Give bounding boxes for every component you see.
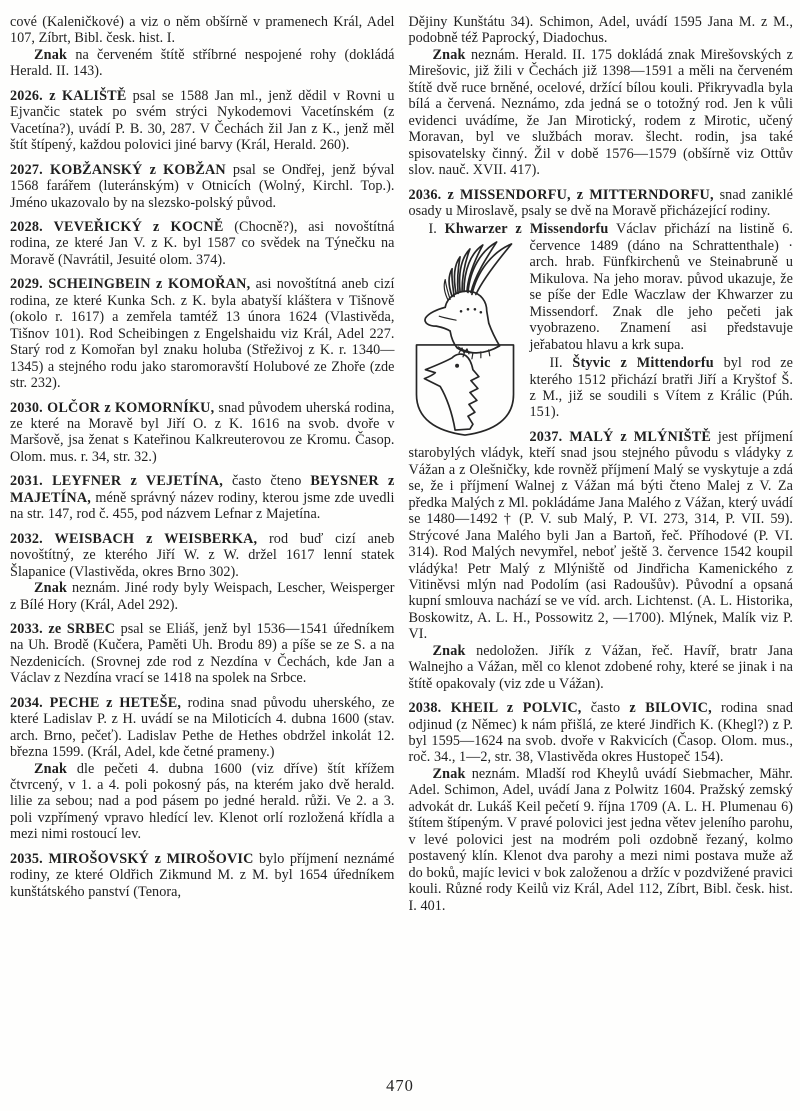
- two-column-text: [10, 14, 793, 914]
- continuation-paragraph: Dějiny Kunštátu 34). Schimon, Adel, uvádí 1595 Jana M. z M., podobně též Paprocký, Diadochus.: [408, 14, 793, 47]
- znak-paragraph: Znak neznám. Herald. II. 175 dokládá znak Mirešovských z Mirešovic, již žili v Čechách již 1398—1591 a měli na červeném štítě dvě ruce brněné, ocelové, držící bílou kouli. Přikryvadla byla bílá a červená. Neznámo, zda jedná se o totožný rod. Jen k vůli evidenci uvádíme, že Jan Mirotický, rodem z Mirotic, učený Moravan, byl ve službách morav. šlecht. rodin, jsa také spisovatelsky činný. Žil v době 1576—1579 (obšírně viz Ottův slov. nauč. XVII. 417).: [408, 46, 793, 179]
- subentry-khwarzer-lead: I. Khwarzer z Missendorfu Václav přichází na: [428, 221, 740, 238]
- entry-2034: 2034. PECHE z HETEŠE, rodina snad původu uherského, ze které Ladislav P. z H. uvádí se na Miloticích 4. dubna 1600 (stav. arch. Brno, pečeť). Ladislav Pethe de Hethes obdržel inkolát 12. března 1599. (Král, Adel, kde četné prameny.): [10, 694, 395, 761]
- entry-2029: 2029. SCHEINGBEIN z KOMOŘAN, asi novoštítná aneb cizí rodina, ze které Kunka Sch. z K. byla abatyší kláštera v Tišnově (okolo r. 1617) a zemřela tamtéž 13 února 1624 (Vlastivěda, Tišnov 101). Rod Scheibingen z Engelshaidu viz Král, Adel 227. Starý rod z Komořan byl znaku holuba (Střeživoj z K. r. 1340—1345) a stejného rodu jako staromoravští Holubové ze Zhoře (zde str. 232).: [10, 276, 395, 392]
- entry-2027: 2027. KOBŽANSKÝ z KOBŽAN psal se Ondřej, jenž býval 1568 farářem (luteránským) v Otnicích (Wolný, Kirchl. Top.). Jméno ukazovalo by na slezsko-polský původ.: [10, 161, 395, 211]
- entry-2026: 2026. z KALIŠTĚ psal se 1588 Jan ml., jenž dědil v Rovni u Ejvančic statek po svém strýci Nykodemovi Vacetínském (z Vacetína?), uvádí P. B. 30, 287. V Čechách žil Jan z K., jenž měl štít štípený, každou polovici jiné barvy (Král, Herald. 260).: [10, 87, 395, 154]
- znak-paragraph: Znak nedoložen. Jiřík z Vážan, řeč. Havíř, bratr Jana Walnejho a Vážan, měl co klenot zdobené rohy, které se jinak i na štítě opakovaly (viz zde u Vážan).: [408, 642, 793, 692]
- entry-2035: 2035. MIROŠOVSKÝ z MIROŠOVIC bylo příjmení neznámé rodiny, ze které Oldřich Zikmund M. z M. byl 1654 úředníkem kunštátského panství (Tenora,: [10, 850, 395, 900]
- entry-2037: 2037. MALÝ z MLÝNIŠTĚ jest příjmení starobylých vládyk, kteří snad jsou stejného původu s vládyky z Vážan a z Olešničky, kde rovněž příjmení Malý se vyskytuje a zdá se, že i příjmení Walnej z Vážan má býti čteno Malej z V. Za předka Malých z Ml. pokládáme Jana Malého z Vážan, který uvádí se 1480—1492 † (P. V. sub Malý, P. VI. 273, 314, P. VII. 59). Strýcové Jana Malého byli Jan a Bartoň, řeč. Příhodové (P. VI. 314). Rod Malých nevymřel, neboť ještě 3. července 1542 koupil vládýka! Petr Malý z Mlýniště od Jindřicha Kamenického z Vitiněvsi mlýn nad Podolím (asi Radoušův). Původní a opsaná kupní smlouva nachází se ve víd. arch. Lichtenst. (A. L. Historika, Boskowitz, A. L. H., Possowitz 2, —1700). Mlýnek, Malík viz P. VI.: [408, 428, 793, 643]
- znak-paragraph: Znak na červeném štítě stříbrné nespojené rohy (dokládá Herald. II. 143).: [10, 46, 395, 80]
- entry-2030: 2030. OLČOR z KOMORNÍKU, snad původem uherská rodina, ze které na Moravě byl Jiří O. z K. 1616 na svob. dvoře v Maršově, jsa ženat s Kateřinou Kalkreuterovou ze Kromu. Časop. Olom. mus. r. 34, str. 32.): [10, 399, 395, 465]
- left-column: [10, 14, 395, 914]
- right-column: [409, 14, 794, 914]
- znak-paragraph: Znak dle pečeti 4. dubna 1600 (viz dříve) štít křížem čtvrcený, v 1. a 4. poli pokosný pás, na kterém jako dvě herald. lilie za sebou; nad a pod pásem po jedné herald. růži. Ve 2. a 3. poli vzpřímený vpravo hledící lev. Klenot orlí rozložená křídla a mezi nimi rostoucí lev.: [10, 760, 395, 843]
- entry-2028: 2028. VEVEŘICKÝ z KOCNĚ (Chocně?), asi novoštítná rodina, ze které Jan V. z K. byl 1587 co svědek na Týnečku na Moravě (Navrátil, Jesuité olom. 374).: [10, 218, 395, 268]
- subentry-khwarzer: [409, 221, 794, 353]
- entry-2036: 2036. z MISSENDORFU, z MITTERNDORFU, snad zaniklé osady u Miroslavě, psaly se dvě na Moravě přicházející rodiny.: [408, 186, 793, 219]
- subentry-styvic: II. Štyvic z Mittendorfu byl rod ze kterého 1512 přichází bratři Jiří a Kryštof Š. z M., již se soudili s Vítem z Králic (Púh. 151).: [529, 355, 794, 421]
- znak-paragraph: Znak neznám. Jiné rody byly Weispach, Lescher, Weisperger z Bílé Hory (Král, Adel 292).: [10, 580, 395, 613]
- continuation-paragraph: cové (Kaleničkové) a viz o něm obšírně v pramenech Král, Adel 107, Zíbrt, Bibl. česk. hist. I.: [10, 14, 395, 47]
- entry-2032: 2032. WEISBACH z WEISBERKA, rod buď cizí aneb novoštítný, ze kterého Jiří W. z W. držel 1617 lenní statek Šlapanice (Vlastivěda, okres Brno 302).: [10, 530, 395, 580]
- heraldic-crest-illustration: [409, 240, 521, 438]
- entry-2038: 2038. KHEIL z POLVIC, často z BILOVIC, rodina snad odjinud (z Němec) k nám přišlá, ze které Jindřich K. (Khegl?) z P. byl 1595—1624 na svob. dvoře v Rakvicích (Časop. Olom. mus., roč. 34., 1—2, str. 38, Vlastivěda okres Hustopeč 154).: [408, 700, 793, 766]
- subentry-khwarzer-rest: listině 6. července 1489 (dáno na Schrattenthale) · arch. hrab. Fünfkirchenů ve Steinabruně u Mikulova. Na jeho morav. původ ukazuje, že se píše der Edle Waczlaw der Khwarzer zu Missendorf. Znak dle jeho pečeti jak vyobrazeno. Znamení asi představuje jeřabatou hlavu a krk supa.: [529, 221, 794, 353]
- page-number: 470: [386, 1076, 414, 1095]
- entry-2031: 2031. LEYFNER z VEJETÍNA, často čteno BEYSNER z MAJETÍNA, méně správný název rodiny, kterou jsme zde uvedli na str. 147, rod č. 455, pod názvem Lefnar z Majetína.: [10, 473, 395, 523]
- znak-paragraph: Znak neznám. Mladší rod Kheylů uvádí Siebmacher, Mähr. Adel. Schimon, Adel, uvádí Jana z Polwitz 1604. Pražský zemský advokát dr. Lukáš Keil pečetí 9. října 1709 (A. L. H. Plumenau 6) štítem štípeným. V pravé polovici jest jedna větev jeleního parohu, v levé polovici jest na modrém poli ozdobně řezaný, kolmo postavený klín. Klenot dva parohy a mezi nimi postava muže až do boků, majíc levici v bok založenou a držíc v pozdvižené pravici kouli. Různé rody Keilů viz Král, Adel 112, Zíbrt, Bibl. česk. hist. I. 401.: [408, 765, 793, 914]
- entry-2033: 2033. ze SRBEC psal se Eliáš, jenž byl 1536—1541 úředníkem na Uh. Brodě (Kučera, Paměti Uh. Brodu 89) a píše se ze S. a na Nezdenicích. (Srovnej zde rod z Nezdína v Čechách, kde Jan a Václav z Nezdína vrací se 1418 na spolek na Srbce.: [10, 620, 395, 687]
